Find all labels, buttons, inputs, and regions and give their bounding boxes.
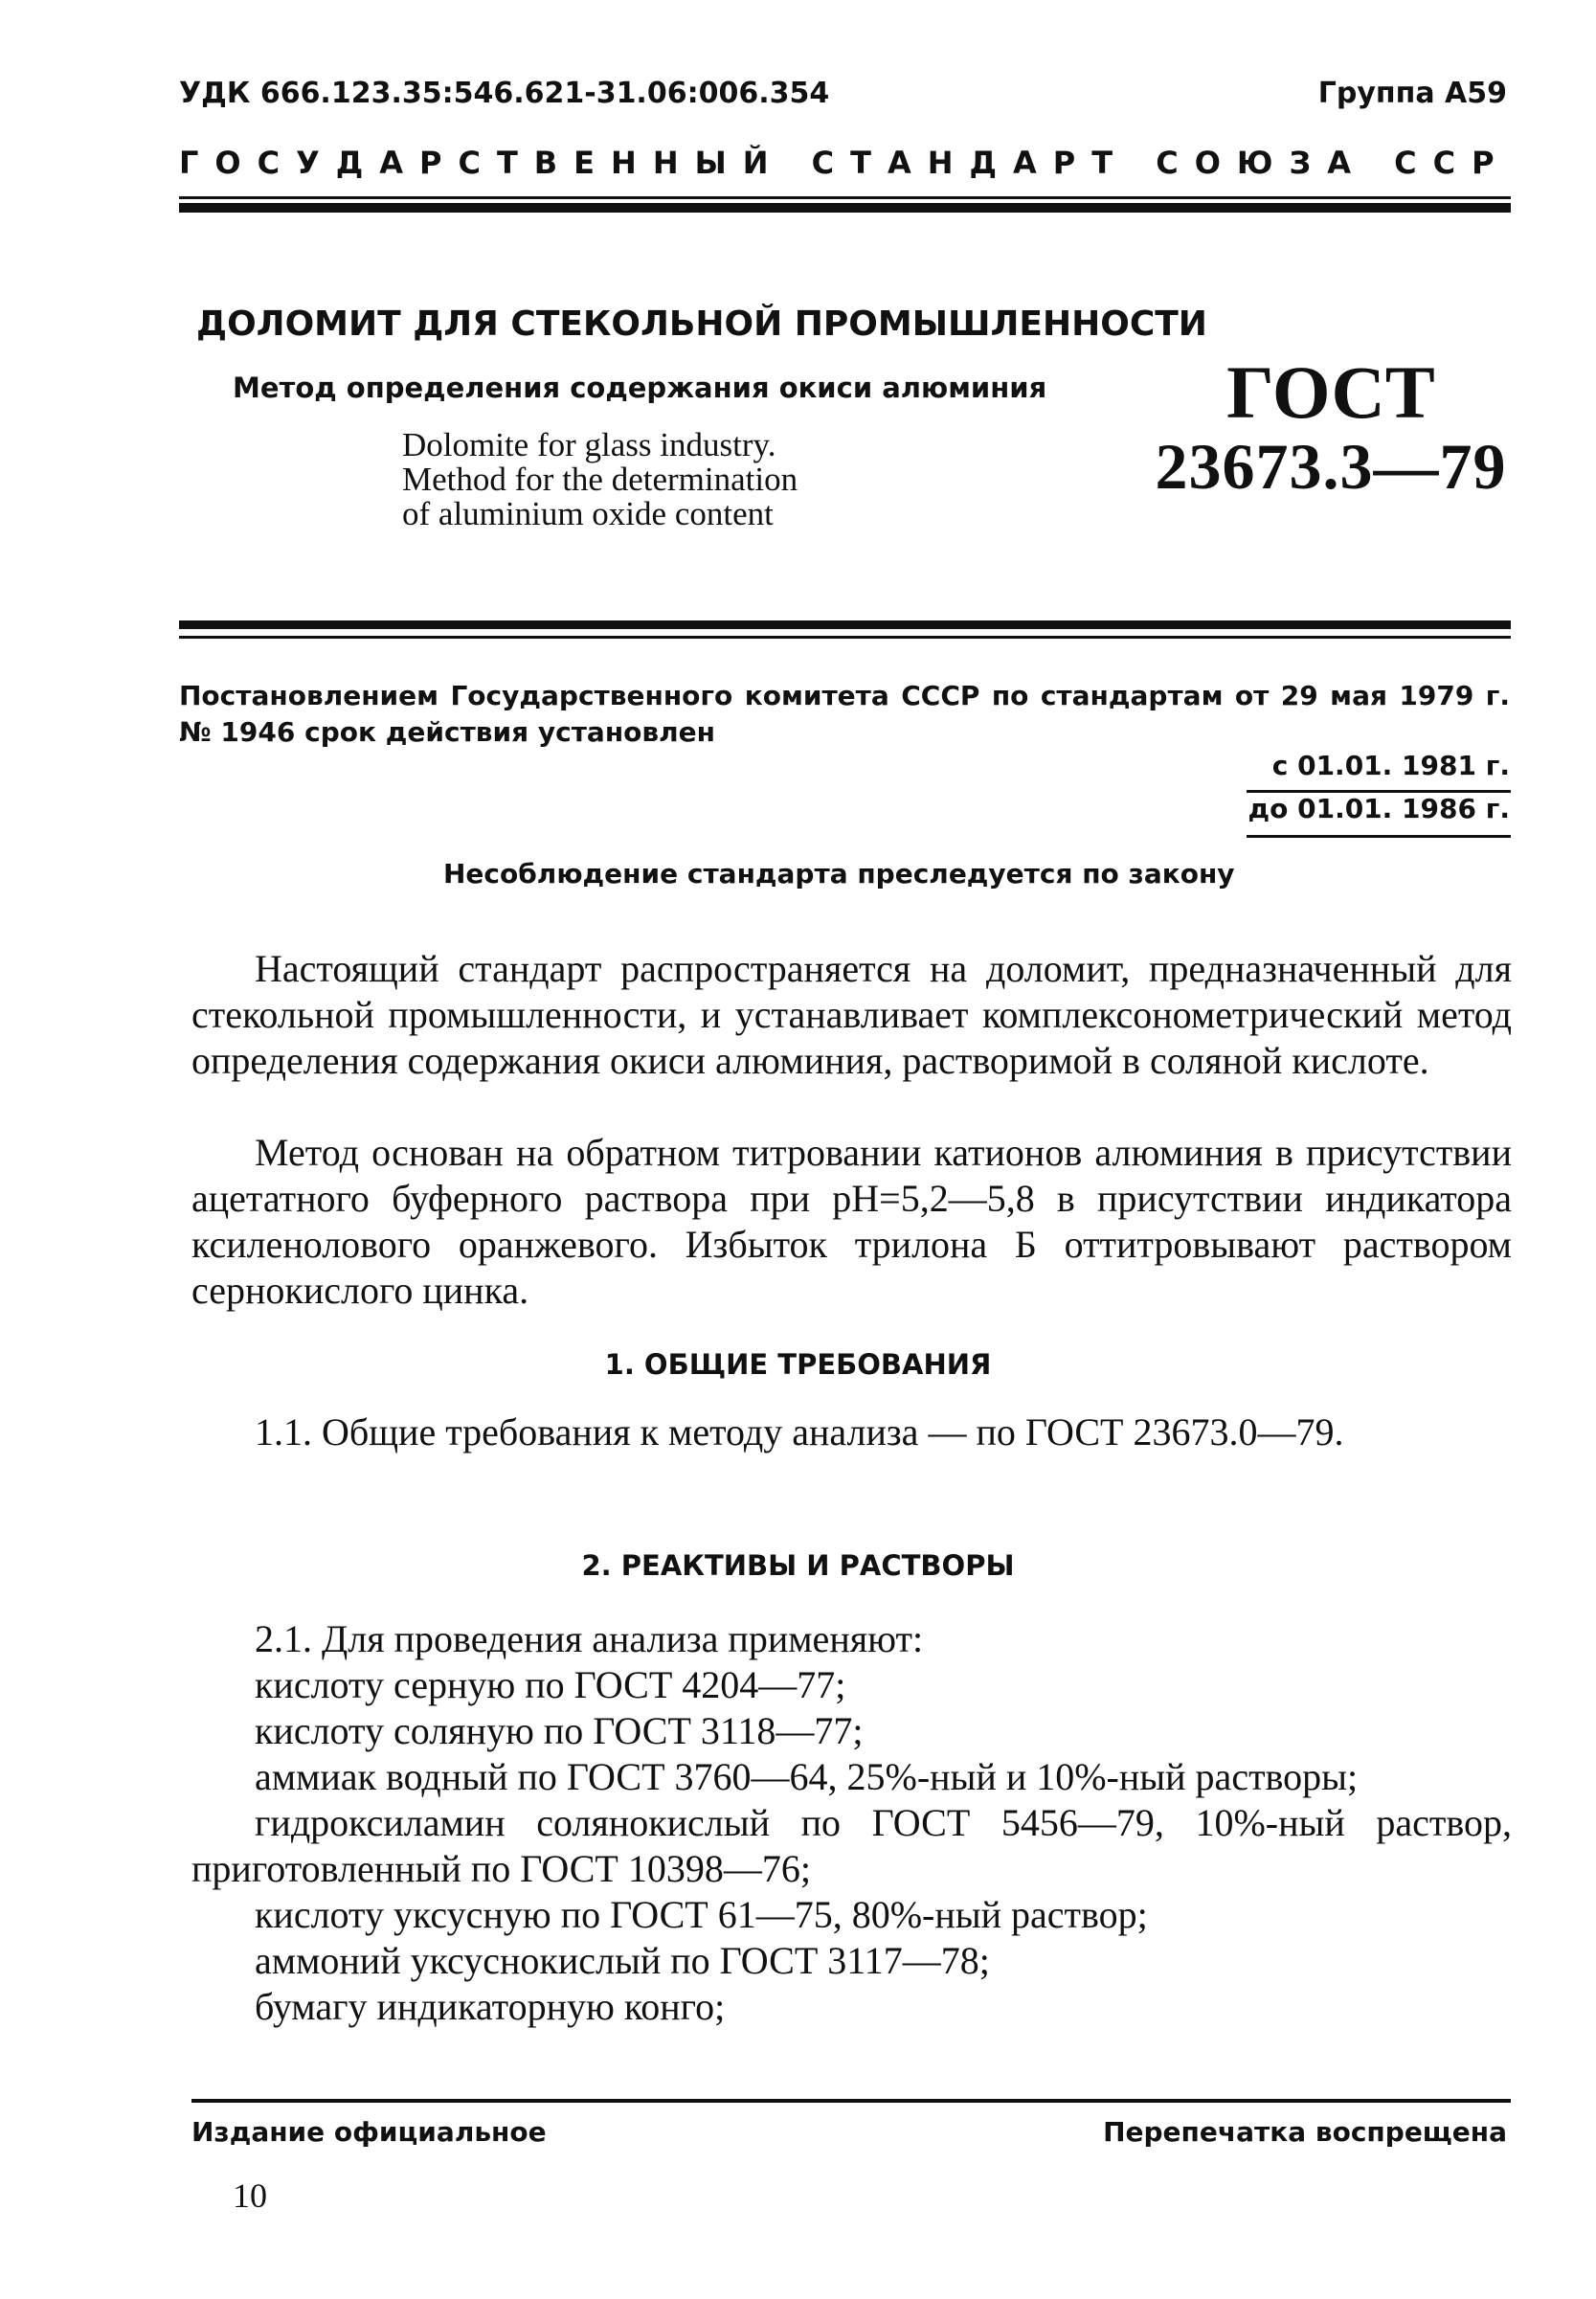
list-item: бумагу индикаторную конго;: [255, 1985, 726, 2028]
list-item: аммиак водный по ГОСТ 3760—64, 25%-ный и 10%-ный растворы;: [255, 1755, 1359, 1798]
effective-to-date: до 01.01. 1986 г.: [1248, 793, 1510, 824]
official-edition-note: Издание официальное: [191, 2116, 547, 2148]
english-title-line: Dolomite for glass industry.: [402, 426, 776, 463]
section-heading: 2. РЕАКТИВЫ И РАСТВОРЫ: [581, 1549, 1015, 1582]
reprint-prohibited-note: Перепечатка воспрещена: [1103, 2116, 1507, 2148]
header-rule-thick: [179, 203, 1511, 213]
document-title: ДОЛОМИТ ДЛЯ СТЕКОЛЬНОЙ ПРОМЫШЛЕННОСТИ: [196, 304, 1207, 344]
date-underline: [1247, 835, 1511, 838]
list-item: гидроксиламин солянокислый по ГОСТ 5456—79, 10%-ный раствор, приготовленный по ГОСТ 10398—76;: [191, 1801, 1512, 1890]
english-title: [402, 428, 798, 531]
section-heading: 1. ОБЩИЕ ТРЕБОВАНИЯ: [604, 1348, 992, 1381]
list-item: кислоту уксусную по ГОСТ 61—75, 80%-ный раствор;: [255, 1893, 1148, 1936]
gost-label: ГОСТ: [1226, 350, 1435, 434]
general-requirements-paragraph: 1.1. Общие требования к методу анализа — по ГОСТ 23673.0—79.: [255, 1410, 1344, 1454]
footer-rule: [191, 2099, 1511, 2103]
english-title-line: Method for the determination: [402, 461, 798, 498]
udk-code: УДК 666.123.35:546.621-31.06:006.354: [179, 77, 830, 110]
list-item: аммоний уксуснокислый по ГОСТ 3117—78;: [255, 1939, 990, 1982]
decree-text: Постановлением Государственного комитета СССР по стандартам от 29 мая 1979 г. № 1946 срок действия установлен: [179, 680, 1510, 748]
list-item: кислоту серную по ГОСТ 4204—77;: [255, 1663, 846, 1706]
list-item: кислоту соляную по ГОСТ 3118—77;: [255, 1709, 864, 1752]
english-title-line: of aluminium oxide content: [402, 495, 774, 532]
header-rule-thin: [179, 196, 1511, 199]
state-standard-banner: ГОСУДАРСТВЕННЫЙ СТАНДАРТ СОЮЗА ССР: [179, 145, 1511, 181]
group-code: Группа А59: [1317, 77, 1507, 110]
page-number: 10: [233, 2176, 267, 2215]
method-paragraph: Метод основан на обратном титровании катионов алюминия в присутствии ацетатного буферного раствора при pH=5,2—5,8 в присутствии индикатора ксиленолового оранжевого. Избыток трилона Б оттитровывают раствором сернокислого цинка.: [191, 1131, 1512, 1312]
effective-from-date: с 01.01. 1981 г.: [1271, 750, 1510, 781]
reagents-list: [191, 1616, 1512, 2030]
legal-notice: Несоблюдение стандарта преследуется по закону: [443, 858, 1235, 890]
list-intro: 2.1. Для проведения анализа применяют:: [255, 1617, 924, 1660]
intro-paragraph: Настоящий стандарт распространяется на доломит, предназначенный для стекольной промышленности, и устанавливает комплексонометрический метод определения содержания окиси алюминия, растворимой в соляной кислоте.: [191, 947, 1512, 1082]
title-rule-thin: [179, 636, 1511, 639]
title-rule-thick: [179, 620, 1511, 629]
document-subtitle: Метод определения содержания окиси алюминия: [233, 372, 1047, 404]
gost-number: 23673.3—79: [1155, 430, 1507, 503]
